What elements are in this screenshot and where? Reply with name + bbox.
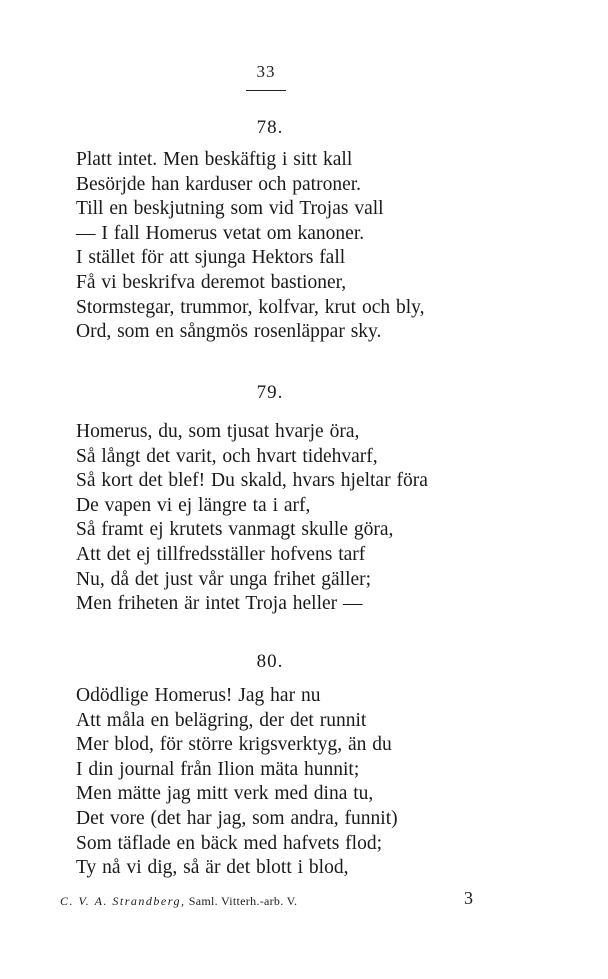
- verse-line: Ty nå vi dig, så är det blott i blod,: [76, 857, 349, 879]
- verse-line: Men friheten är intet Troja heller —: [76, 593, 363, 615]
- verse-line: Så långt det varit, och hvart tidehvarf,: [76, 445, 378, 467]
- verse-line: Stormstegar, trummor, kolfvar, krut och bly,: [76, 296, 425, 318]
- footer-series: Saml. Vitterh.-arb. V.: [188, 894, 298, 908]
- verse-line: Att det ej tillfredsställer hofvens tarf: [76, 543, 366, 565]
- verse-line: Platt intet. Men beskäftig i sitt kall: [76, 149, 353, 170]
- stanza-79: [76, 420, 576, 617]
- verse-line: Ord, som en sångmös rosenläppar sky.: [76, 321, 382, 343]
- verse-line: De vapen vi ej längre ta i arf,: [76, 494, 311, 516]
- verse-line: Som täflade en bäck med hafvets flod;: [76, 832, 382, 854]
- verse-line: Att måla en belägring, der det runnit: [76, 709, 367, 731]
- verse-line: Till en beskjutning som vid Trojas vall: [76, 198, 384, 220]
- page-number: 33: [256, 62, 276, 81]
- verse-line: Nu, då det just vår unga frihet gäller;: [76, 568, 372, 590]
- verse-line: Så framt ej krutets vanmagt skulle göra,: [76, 519, 394, 541]
- verse-line: — I fall Homerus vetat om kanoner.: [76, 222, 365, 244]
- stanza-number-78: 78.: [256, 117, 284, 138]
- footer-author: C. V. A. Strandberg,: [60, 894, 186, 908]
- verse-line: I din journal från Ilion mäta hunnit;: [76, 758, 360, 780]
- verse-line: Besörjde han karduser och patroner.: [76, 173, 362, 195]
- stanza-number-79: 79.: [256, 382, 284, 403]
- verse-line: Homerus, du, som tjusat hvarje öra,: [76, 421, 360, 442]
- verse-line: I stället för att sjunga Hektors fall: [76, 247, 346, 269]
- verse-line: Men mätte jag mitt verk med dina tu,: [76, 783, 374, 805]
- verse-line: Få vi beskrifva deremot bastioner,: [76, 271, 347, 293]
- verse-line: Mer blod, för större krigsverktyg, än du: [76, 734, 392, 756]
- verse-line: Odödlige Homerus! Jag har nu: [76, 685, 321, 706]
- signature-mark: 3: [464, 888, 473, 908]
- page-number-rule: [246, 90, 286, 91]
- verse-line: Det vore (det har jag, som andra, funnit): [76, 807, 398, 829]
- stanza-number-80: 80.: [256, 651, 284, 672]
- stanza-78: [76, 148, 576, 345]
- verse-line: Så kort det blef! Du skald, hvars hjeltar föra: [76, 470, 428, 492]
- stanza-80: [76, 684, 576, 881]
- footer-imprint: [60, 894, 297, 909]
